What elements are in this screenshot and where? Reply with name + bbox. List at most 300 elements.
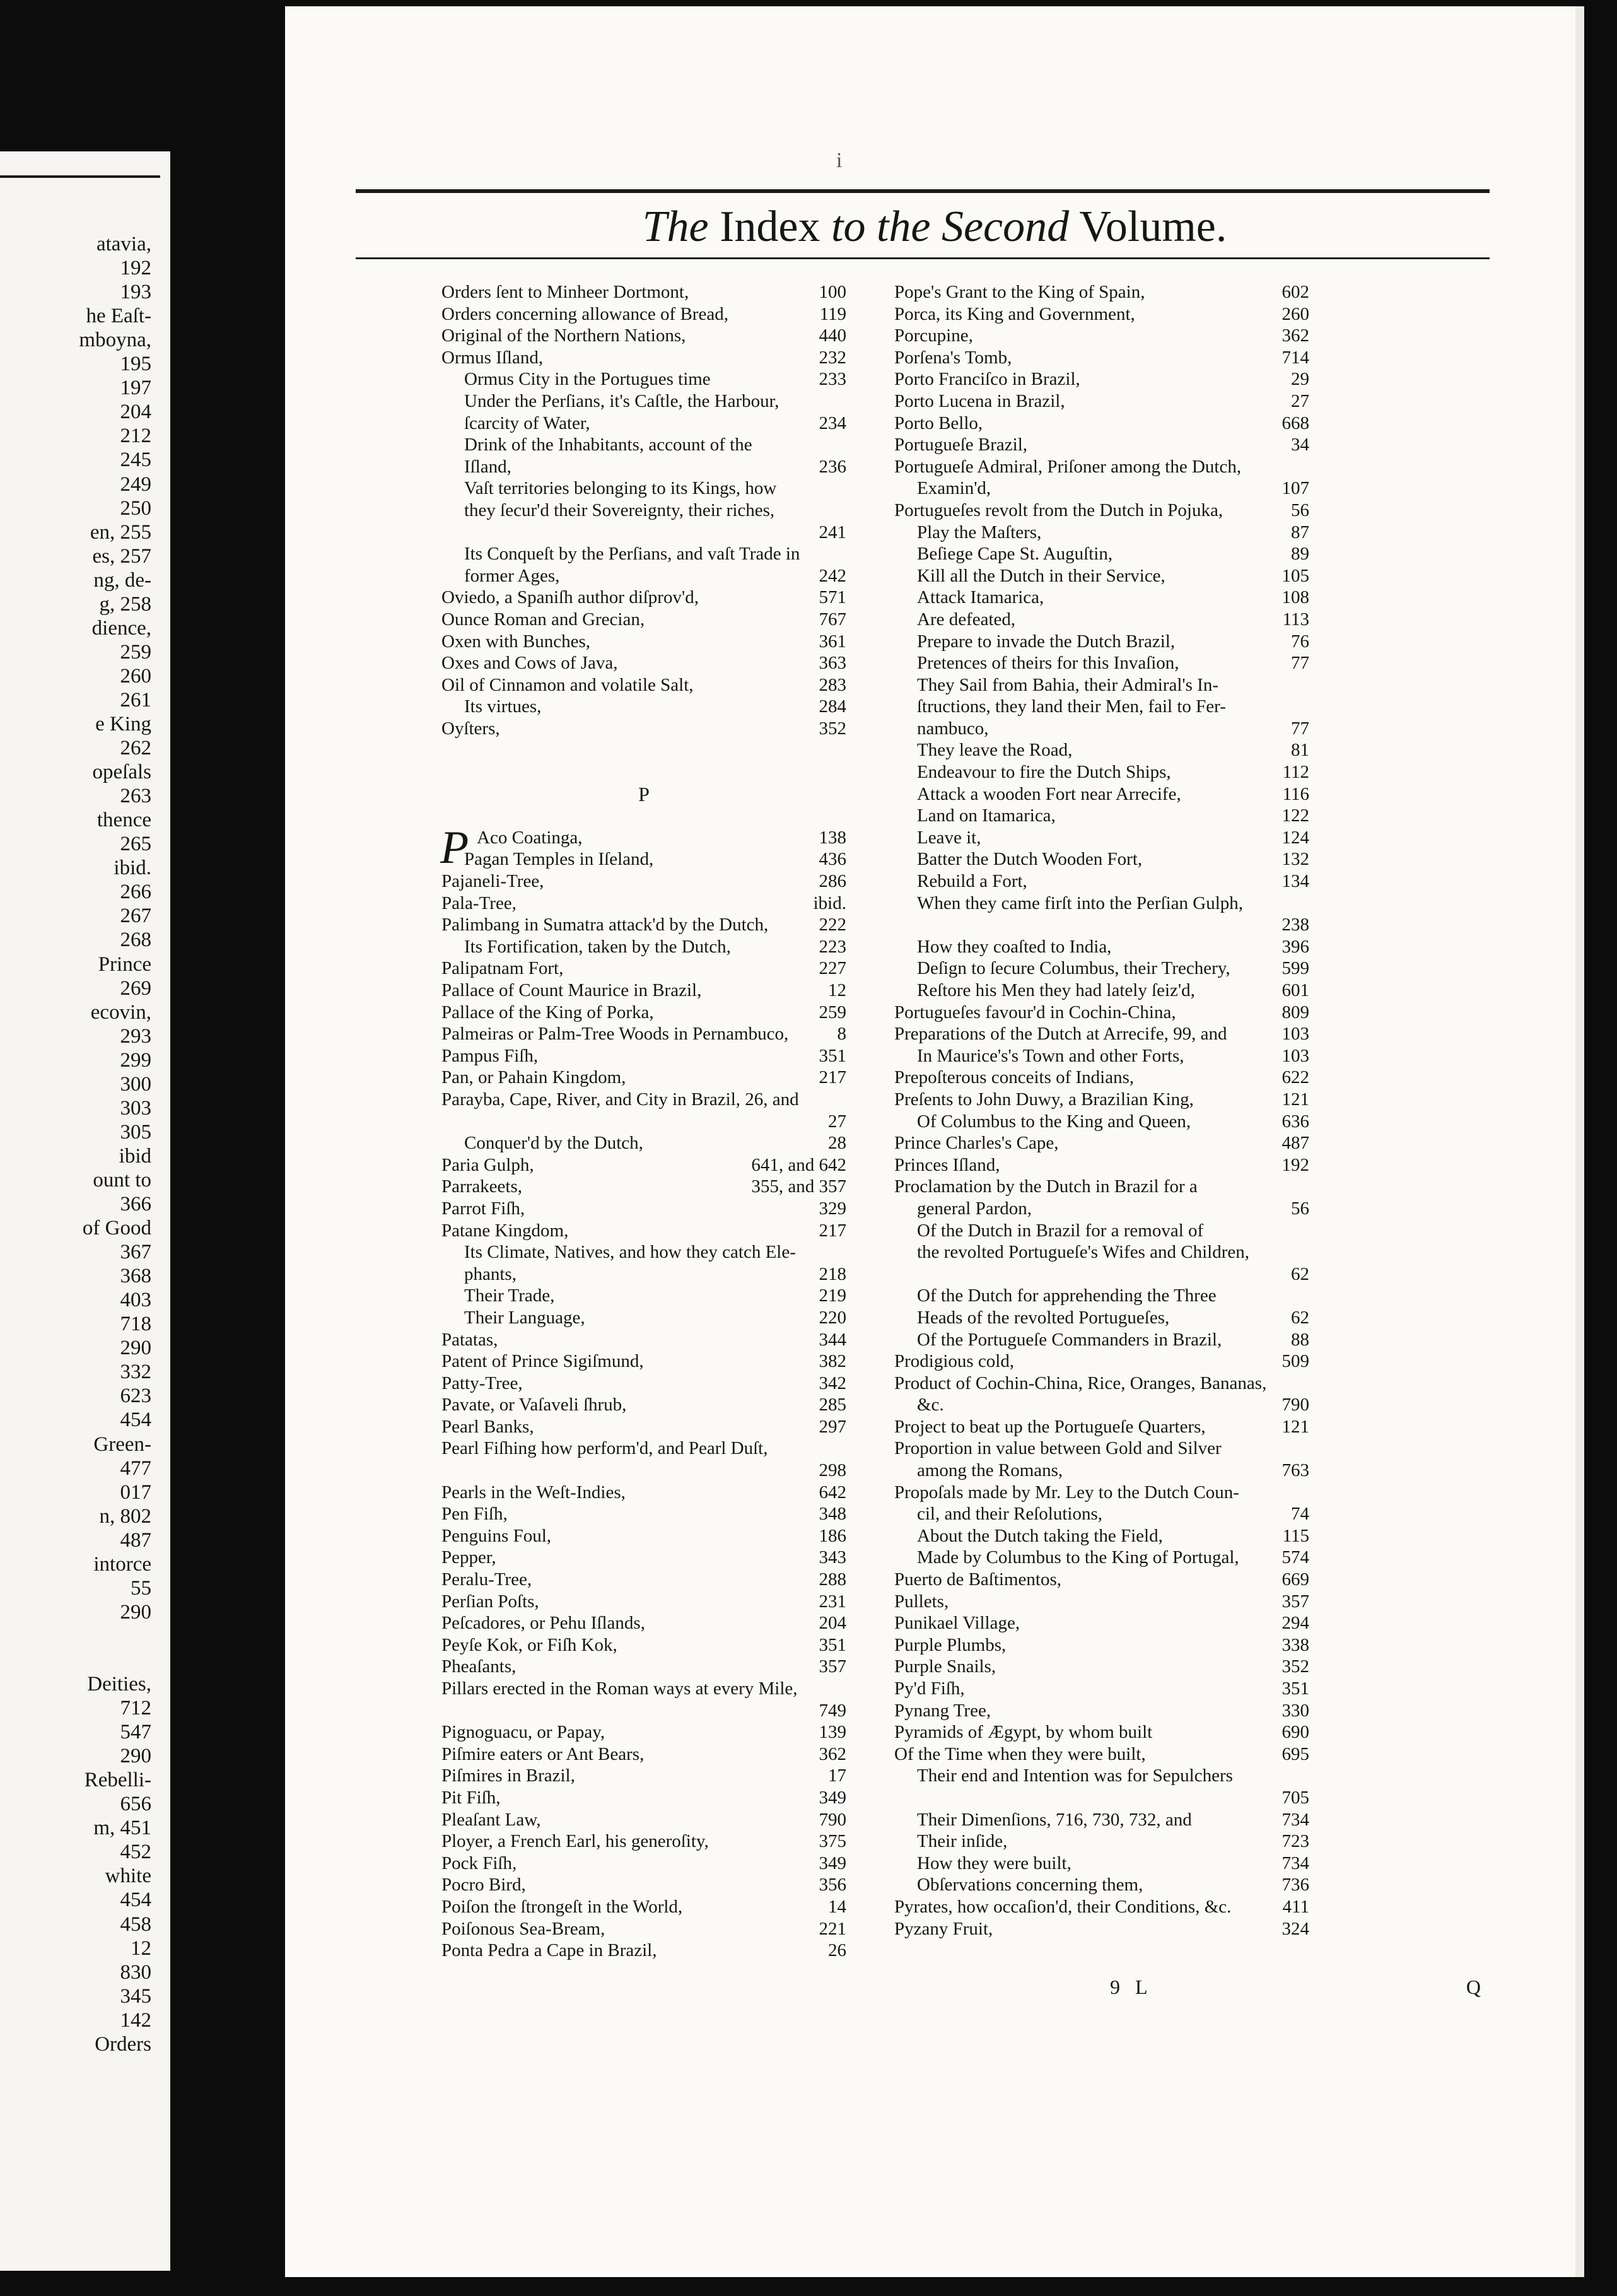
index-entry — [441, 1940, 846, 1962]
entry-page-number: 355, and 357 — [751, 1176, 846, 1197]
section-letter — [441, 783, 846, 805]
index-entry — [441, 1569, 846, 1591]
entry-text: Their end and Intention was for Sepulchers — [917, 1766, 1233, 1786]
entry-text: Pock Fiſh, — [441, 1853, 517, 1873]
adjacent-page-text: Green- — [93, 1432, 151, 1456]
entry-text: Oyſters, — [441, 718, 500, 739]
entry-text: the revolted Portugueſe's Wifes and Children, — [917, 1242, 1250, 1263]
adjacent-page-text: es, 257 — [92, 544, 151, 568]
adjacent-page-text: opeſals — [92, 761, 151, 784]
entry-text: Oxen with Bunches, — [441, 631, 590, 652]
index-entry — [441, 1482, 846, 1504]
entry-text: Piſmires in Brazil, — [441, 1766, 575, 1786]
index-entry — [441, 1350, 846, 1373]
adjacent-page-text: en, 255 — [90, 520, 151, 544]
entry-page-number: 56 — [1291, 1198, 1309, 1219]
entry-page-number: 134 — [1281, 871, 1309, 892]
adjacent-page-text: 656 — [120, 1793, 151, 1816]
entry-page-number: 77 — [1291, 718, 1309, 739]
entry-page-number: 734 — [1281, 1809, 1309, 1830]
entry-text: Their Dimenſions, 716, 730, 732, and — [917, 1809, 1192, 1830]
index-entry — [894, 1416, 1309, 1438]
entry-page-number: 734 — [1281, 1853, 1309, 1873]
entry-text: Its Fortification, taken by the Dutch, — [464, 936, 731, 957]
entry-text: Rebuild a Fort, — [917, 871, 1027, 892]
entry-text: Aco Coatinga, — [477, 827, 583, 848]
index-entry — [441, 696, 846, 718]
adjacent-page-text: 452 — [120, 1841, 151, 1864]
entry-page-number: 363 — [819, 653, 846, 674]
entry-page-number: 124 — [1281, 827, 1309, 848]
entry-page-number: 259 — [819, 1002, 846, 1022]
adjacent-page-text: 265 — [120, 833, 151, 856]
entry-page-number: 284 — [819, 696, 846, 717]
entry-page-number: 411 — [1282, 1896, 1309, 1917]
entry-page-number: 14 — [828, 1896, 846, 1917]
entry-page-number: 116 — [1282, 783, 1309, 804]
entry-text: Parayba, Cape, River, and City in Brazil, 26, and — [441, 1089, 799, 1110]
entry-page-number: 113 — [1282, 609, 1309, 630]
entry-page-number: 222 — [819, 915, 846, 935]
adjacent-page-text: 487 — [120, 1528, 151, 1552]
entry-text: Pyramids of Ægypt, by whom built — [894, 1722, 1153, 1743]
entry-page-number: 234 — [819, 413, 846, 433]
index-entry — [441, 1656, 846, 1678]
entry-text: Pocro Bird, — [441, 1875, 526, 1895]
entry-page-number: 357 — [1281, 1591, 1309, 1612]
adjacent-page-text: 268 — [120, 928, 151, 952]
adjacent-page-text: 290 — [120, 1745, 151, 1768]
index-entry — [894, 500, 1309, 522]
page-title — [285, 196, 1584, 259]
entry-page-number: 108 — [1281, 587, 1309, 608]
index-entry — [441, 980, 846, 1002]
entry-page-number: 138 — [819, 827, 846, 848]
adjacent-page-text: n, 802 — [99, 1504, 151, 1528]
index-entry — [894, 1896, 1309, 1918]
entry-text: Prince Charles's Cape, — [894, 1133, 1059, 1154]
entry-text: Pyrates, how occaſion'd, their Conditions, &c. — [894, 1896, 1232, 1917]
adjacent-page-text: 477 — [120, 1456, 151, 1480]
index-entry — [894, 281, 1309, 303]
entry-text: Attack a wooden Fort near Arrecife, — [917, 783, 1181, 804]
index-entry — [441, 1503, 846, 1525]
index-entry — [894, 1394, 1309, 1416]
index-entry — [441, 718, 846, 740]
entry-text: Pampus Fiſh, — [441, 1045, 539, 1066]
entry-text: Princes Iſland, — [894, 1154, 1000, 1175]
entry-page-number: 343 — [819, 1547, 846, 1568]
entry-text: Iſland, — [464, 456, 511, 477]
entry-page-number: 344 — [819, 1329, 846, 1350]
index-entry — [894, 893, 1309, 915]
index-entry — [441, 674, 846, 696]
entry-text: Purple Snails, — [894, 1656, 996, 1677]
index-entry — [894, 1002, 1309, 1024]
index-entry — [894, 696, 1309, 718]
index-entry — [894, 870, 1309, 893]
adjacent-page-text: 293 — [120, 1024, 151, 1048]
entry-page-number: 790 — [1281, 1395, 1309, 1415]
entry-text: Heads of the revolted Portugueſes, — [917, 1307, 1170, 1328]
adjacent-page-text: ng, de- — [93, 568, 151, 592]
index-entry — [894, 1721, 1309, 1743]
index-page — [285, 6, 1584, 2277]
signature-mark: 9 L — [1110, 1976, 1153, 1998]
adjacent-page-text: 547 — [120, 1721, 151, 1744]
index-entry — [441, 587, 846, 609]
entry-page-number: 436 — [819, 849, 846, 870]
entry-page-number: 571 — [819, 587, 846, 608]
index-entry — [894, 1787, 1309, 1809]
index-entry — [441, 631, 846, 653]
entry-text: Ponta Pedra a Cape in Brazil, — [441, 1940, 657, 1961]
entry-page-number: 223 — [819, 936, 846, 957]
index-entry — [441, 739, 846, 761]
index-entry — [441, 1438, 846, 1460]
entry-page-number: 219 — [819, 1286, 846, 1306]
adjacent-page-text: of Good — [82, 1217, 151, 1240]
adjacent-page-text: 290 — [120, 1600, 151, 1624]
adjacent-page-text: 718 — [120, 1313, 151, 1336]
entry-text: Portugueſes favour'd in Cochin-China, — [894, 1002, 1176, 1022]
entry-page-number: 28 — [828, 1133, 846, 1154]
index-entry — [441, 1045, 846, 1067]
entry-text: Pearls in the Weſt-Indies, — [441, 1482, 626, 1502]
index-entry — [894, 1547, 1309, 1569]
entry-page-number: 382 — [819, 1351, 846, 1372]
index-entry — [894, 1460, 1309, 1482]
entry-text: How they coaſted to India, — [917, 936, 1112, 957]
entry-page-number: 361 — [819, 631, 846, 652]
adjacent-page-text: 830 — [120, 1960, 151, 1984]
entry-page-number: 87 — [1291, 522, 1309, 542]
adjacent-page-text: 300 — [120, 1072, 151, 1096]
index-entry — [441, 413, 846, 435]
entry-text: former Ages, — [464, 565, 560, 586]
index-entry — [441, 1089, 846, 1111]
index-entry — [894, 609, 1309, 631]
index-entry — [441, 368, 846, 390]
title-part: to the Second — [831, 202, 1070, 251]
entry-text: Preparations of the Dutch at Arrecife, 99, and — [894, 1024, 1227, 1045]
index-entry — [441, 1132, 846, 1154]
index-entry — [894, 368, 1309, 390]
entry-page-number: 599 — [1281, 958, 1309, 979]
index-entry — [441, 1416, 846, 1438]
entry-text: P — [638, 782, 650, 805]
entry-text: Patty-Tree, — [441, 1373, 523, 1393]
adjacent-page-text: 332 — [120, 1361, 151, 1384]
index-entry — [894, 1154, 1309, 1176]
index-entry — [894, 1329, 1309, 1351]
entry-page-number: 29 — [1291, 369, 1309, 390]
entry-page-number: 34 — [1291, 435, 1309, 455]
entry-page-number: 286 — [819, 871, 846, 892]
entry-page-number: 62 — [1291, 1263, 1309, 1284]
entry-page-number: 132 — [1281, 849, 1309, 870]
adjacent-page-text: intorce — [93, 1552, 151, 1576]
index-entry — [441, 1307, 846, 1329]
entry-text: Leave it, — [917, 827, 981, 848]
adjacent-page-text: he Eaſt- — [86, 305, 151, 328]
entry-text: Pen Fiſh, — [441, 1504, 508, 1525]
index-entry — [894, 1765, 1309, 1787]
index-entry — [894, 1373, 1309, 1395]
entry-text: Portugueſe Brazil, — [894, 435, 1028, 455]
entry-text: Porſena's Tomb, — [894, 347, 1012, 368]
entry-text: Patatas, — [441, 1329, 498, 1350]
entry-page-number: 440 — [819, 325, 846, 346]
entry-text: Reſtore his Men they had lately ſeiz'd, — [917, 980, 1195, 1000]
index-column-right — [894, 281, 1309, 1940]
entry-text: Land on Itamarica, — [917, 805, 1056, 826]
entry-text: Pit Fiſh, — [441, 1787, 501, 1808]
entry-text: ſcarcity of Water, — [464, 413, 590, 433]
adjacent-page-text: 712 — [120, 1697, 151, 1720]
entry-page-number: 204 — [819, 1613, 846, 1634]
entry-page-number: 122 — [1281, 805, 1309, 826]
entry-text: Portugueſes revolt from the Dutch in Pojuka, — [894, 500, 1223, 520]
index-entry — [441, 870, 846, 893]
entry-text: Palmeiras or Palm-Tree Woods in Pernambuco, — [441, 1024, 789, 1045]
entry-text: Original of the Northern Nations, — [441, 325, 686, 346]
index-entry — [441, 565, 846, 587]
entry-page-number: 357 — [819, 1656, 846, 1677]
header-rule-top — [356, 189, 1490, 193]
index-entry — [441, 1111, 846, 1133]
entry-text: Their inſide, — [917, 1831, 1008, 1852]
index-entry — [441, 1220, 846, 1242]
index-entry — [441, 936, 846, 958]
top-mark: i — [836, 149, 843, 172]
adjacent-page-text: atavia, — [96, 233, 151, 255]
index-entry — [894, 1809, 1309, 1831]
entry-page-number: 668 — [1281, 413, 1309, 433]
entry-text: Of the Dutch in Brazil for a removal of — [917, 1220, 1204, 1241]
entry-text: Poiſon the ſtrongeſt in the World, — [441, 1896, 683, 1917]
index-entry — [441, 1460, 846, 1482]
entry-text: Penguins Foul, — [441, 1525, 552, 1546]
entry-text: Made by Columbus to the King of Portugal, — [917, 1547, 1239, 1568]
entry-page-number: 105 — [1281, 565, 1309, 586]
adjacent-page-text: 55 — [131, 1576, 151, 1600]
entry-text: Its virtues, — [464, 696, 542, 717]
entry-page-number: 338 — [1281, 1634, 1309, 1655]
entry-page-number: 81 — [1291, 740, 1309, 761]
entry-text: Vaſt territories belonging to its Kings, how — [464, 478, 777, 499]
index-entry — [894, 936, 1309, 958]
index-column-left — [441, 281, 846, 1962]
index-entry — [441, 1721, 846, 1743]
entry-text: Drink of the Inhabitants, account of the — [464, 435, 752, 455]
entry-text: phants, — [464, 1263, 517, 1284]
index-entry — [441, 303, 846, 325]
entry-page-number: 238 — [1281, 915, 1309, 935]
index-entry — [441, 390, 846, 413]
entry-page-number: 217 — [819, 1220, 846, 1241]
index-entry — [894, 1023, 1309, 1045]
entry-text: Prepare to invade the Dutch Brazil, — [917, 631, 1176, 652]
entry-text: Patent of Prince Sigiſmund, — [441, 1351, 644, 1372]
index-entry — [441, 1591, 846, 1613]
index-entry — [894, 1198, 1309, 1220]
entry-text: Peralu-Tree, — [441, 1569, 532, 1590]
index-entry — [894, 1111, 1309, 1133]
index-entry — [894, 1853, 1309, 1875]
entry-page-number: 62 — [1291, 1307, 1309, 1328]
index-entry — [894, 783, 1309, 805]
adjacent-page-text: g, 258 — [99, 592, 151, 616]
entry-page-number: 233 — [819, 369, 846, 390]
entry-page-number: 509 — [1281, 1351, 1309, 1372]
entry-page-number: 690 — [1281, 1722, 1309, 1743]
entry-text: Beſiege Cape St. Auguſtin, — [917, 544, 1113, 565]
adjacent-page-text: 212 — [120, 425, 151, 448]
entry-page-number: 352 — [1281, 1656, 1309, 1677]
adjacent-page-text: ecovin, — [90, 1000, 151, 1024]
entry-text: Kill all the Dutch in their Service, — [917, 565, 1165, 586]
adjacent-page-text: 195 — [120, 353, 151, 376]
adjacent-page-text: 260 — [120, 664, 151, 688]
index-entry — [441, 325, 846, 347]
entry-page-number: 221 — [819, 1918, 846, 1939]
entry-page-number: 329 — [819, 1198, 846, 1219]
index-entry — [441, 1154, 846, 1176]
entry-text: They leave the Road, — [917, 740, 1073, 761]
entry-text: Pan, or Pahain Kingdom, — [441, 1067, 626, 1088]
entry-page-number: 186 — [819, 1525, 846, 1546]
entry-text: Pignoguacu, or Papay, — [441, 1722, 605, 1743]
index-entry — [441, 1241, 846, 1263]
index-entry — [894, 543, 1309, 565]
entry-page-number: 115 — [1282, 1525, 1309, 1546]
entry-text: Porto Lucena in Brazil, — [894, 390, 1065, 411]
entry-page-number: 636 — [1281, 1111, 1309, 1132]
index-entry — [894, 718, 1309, 740]
entry-page-number: 12 — [828, 980, 846, 1000]
index-entry — [441, 477, 846, 500]
entry-text: Play the Maſters, — [917, 522, 1042, 542]
index-entry — [894, 739, 1309, 761]
index-entry — [894, 1482, 1309, 1504]
entry-page-number: 27 — [1291, 390, 1309, 411]
entry-page-number: 298 — [819, 1460, 846, 1481]
entry-page-number: 227 — [819, 958, 846, 979]
entry-page-number: 217 — [819, 1067, 846, 1088]
entry-text: Their Language, — [464, 1307, 585, 1328]
index-entry — [441, 1263, 846, 1286]
entry-page-number: 285 — [819, 1395, 846, 1415]
adjacent-page-text: Rebelli- — [84, 1769, 151, 1792]
index-entry — [441, 456, 846, 478]
entry-page-number: 260 — [1281, 303, 1309, 324]
index-entry — [441, 1023, 846, 1045]
index-entry — [441, 1830, 846, 1853]
index-entry — [894, 1656, 1309, 1678]
catchword: Q — [1466, 1976, 1481, 1998]
entry-text: Pynang Tree, — [894, 1700, 991, 1721]
entry-page-number: 26 — [828, 1940, 846, 1961]
index-entry — [894, 522, 1309, 544]
entry-page-number: 27 — [828, 1111, 846, 1132]
index-entry — [441, 761, 846, 783]
adjacent-page-text: 12 — [131, 1936, 151, 1960]
adjacent-page-text: dience, — [91, 616, 151, 640]
index-entry — [894, 848, 1309, 870]
entry-page-number: 763 — [1281, 1460, 1309, 1481]
index-entry — [894, 587, 1309, 609]
adjacent-page-text: 454 — [120, 1409, 151, 1432]
index-entry — [441, 958, 846, 980]
index-entry — [441, 1373, 846, 1395]
index-entry — [894, 1743, 1309, 1766]
entry-text: Pearl Fiſhing how perform'd, and Pearl Duſt, — [441, 1438, 768, 1459]
entry-text: Pearl Banks, — [441, 1416, 534, 1437]
entry-page-number: 362 — [819, 1743, 846, 1764]
entry-text: &c. — [917, 1395, 944, 1415]
index-entry — [894, 390, 1309, 413]
index-entry — [894, 827, 1309, 849]
entry-text: Deſign to ſecure Columbus, their Trechery, — [917, 958, 1230, 979]
entry-text: Pepper, — [441, 1547, 496, 1568]
entry-page-number: 669 — [1281, 1569, 1309, 1590]
index-entry — [894, 914, 1309, 936]
index-entry — [441, 652, 846, 674]
entry-text: Poiſonous Sea-Bream, — [441, 1918, 605, 1939]
index-entry — [441, 1853, 846, 1875]
index-entry — [894, 434, 1309, 456]
entry-page-number: 74 — [1291, 1504, 1309, 1525]
entry-page-number: 231 — [819, 1591, 846, 1612]
index-entry — [894, 303, 1309, 325]
entry-text: Proportion in value between Gold and Silver — [894, 1438, 1222, 1459]
index-entry — [894, 413, 1309, 435]
index-entry — [441, 1525, 846, 1547]
entry-page-number: 601 — [1281, 980, 1309, 1000]
entry-text: Attack Itamarica, — [917, 587, 1044, 608]
index-entry — [441, 1394, 846, 1416]
entry-text: Pallace of the King of Porka, — [441, 1002, 654, 1022]
index-entry — [894, 1591, 1309, 1613]
index-entry — [441, 1743, 846, 1766]
adjacent-page-text: 267 — [120, 905, 151, 928]
adjacent-page-text: 204 — [120, 401, 151, 424]
index-entry — [894, 456, 1309, 478]
entry-text: Its Climate, Natives, and how they catch Ele- — [464, 1242, 796, 1263]
entry-page-number: 349 — [819, 1787, 846, 1808]
index-entry — [894, 1176, 1309, 1198]
entry-page-number: 602 — [1281, 282, 1309, 302]
index-entry — [894, 1350, 1309, 1373]
entry-text: About the Dutch taking the Field, — [917, 1525, 1163, 1546]
index-entry — [894, 1438, 1309, 1460]
entry-page-number: 139 — [819, 1722, 846, 1743]
entry-page-number: 103 — [1281, 1024, 1309, 1045]
entry-page-number: 487 — [1281, 1133, 1309, 1154]
entry-text: Parrakeets, — [441, 1176, 523, 1197]
entry-text: Endeavour to fire the Dutch Ships, — [917, 762, 1171, 783]
entry-text: Conquer'd by the Dutch, — [464, 1133, 643, 1154]
index-entry — [894, 674, 1309, 696]
index-entry — [441, 1765, 846, 1787]
entry-page-number: 622 — [1281, 1067, 1309, 1088]
index-entry — [441, 1547, 846, 1569]
index-entry — [894, 1830, 1309, 1853]
entry-text: How they were built, — [917, 1853, 1071, 1873]
entry-text: Palimbang in Sumatra attack'd by the Dutch, — [441, 915, 769, 935]
entry-text: Puerto de Baſtimentos, — [894, 1569, 1061, 1590]
